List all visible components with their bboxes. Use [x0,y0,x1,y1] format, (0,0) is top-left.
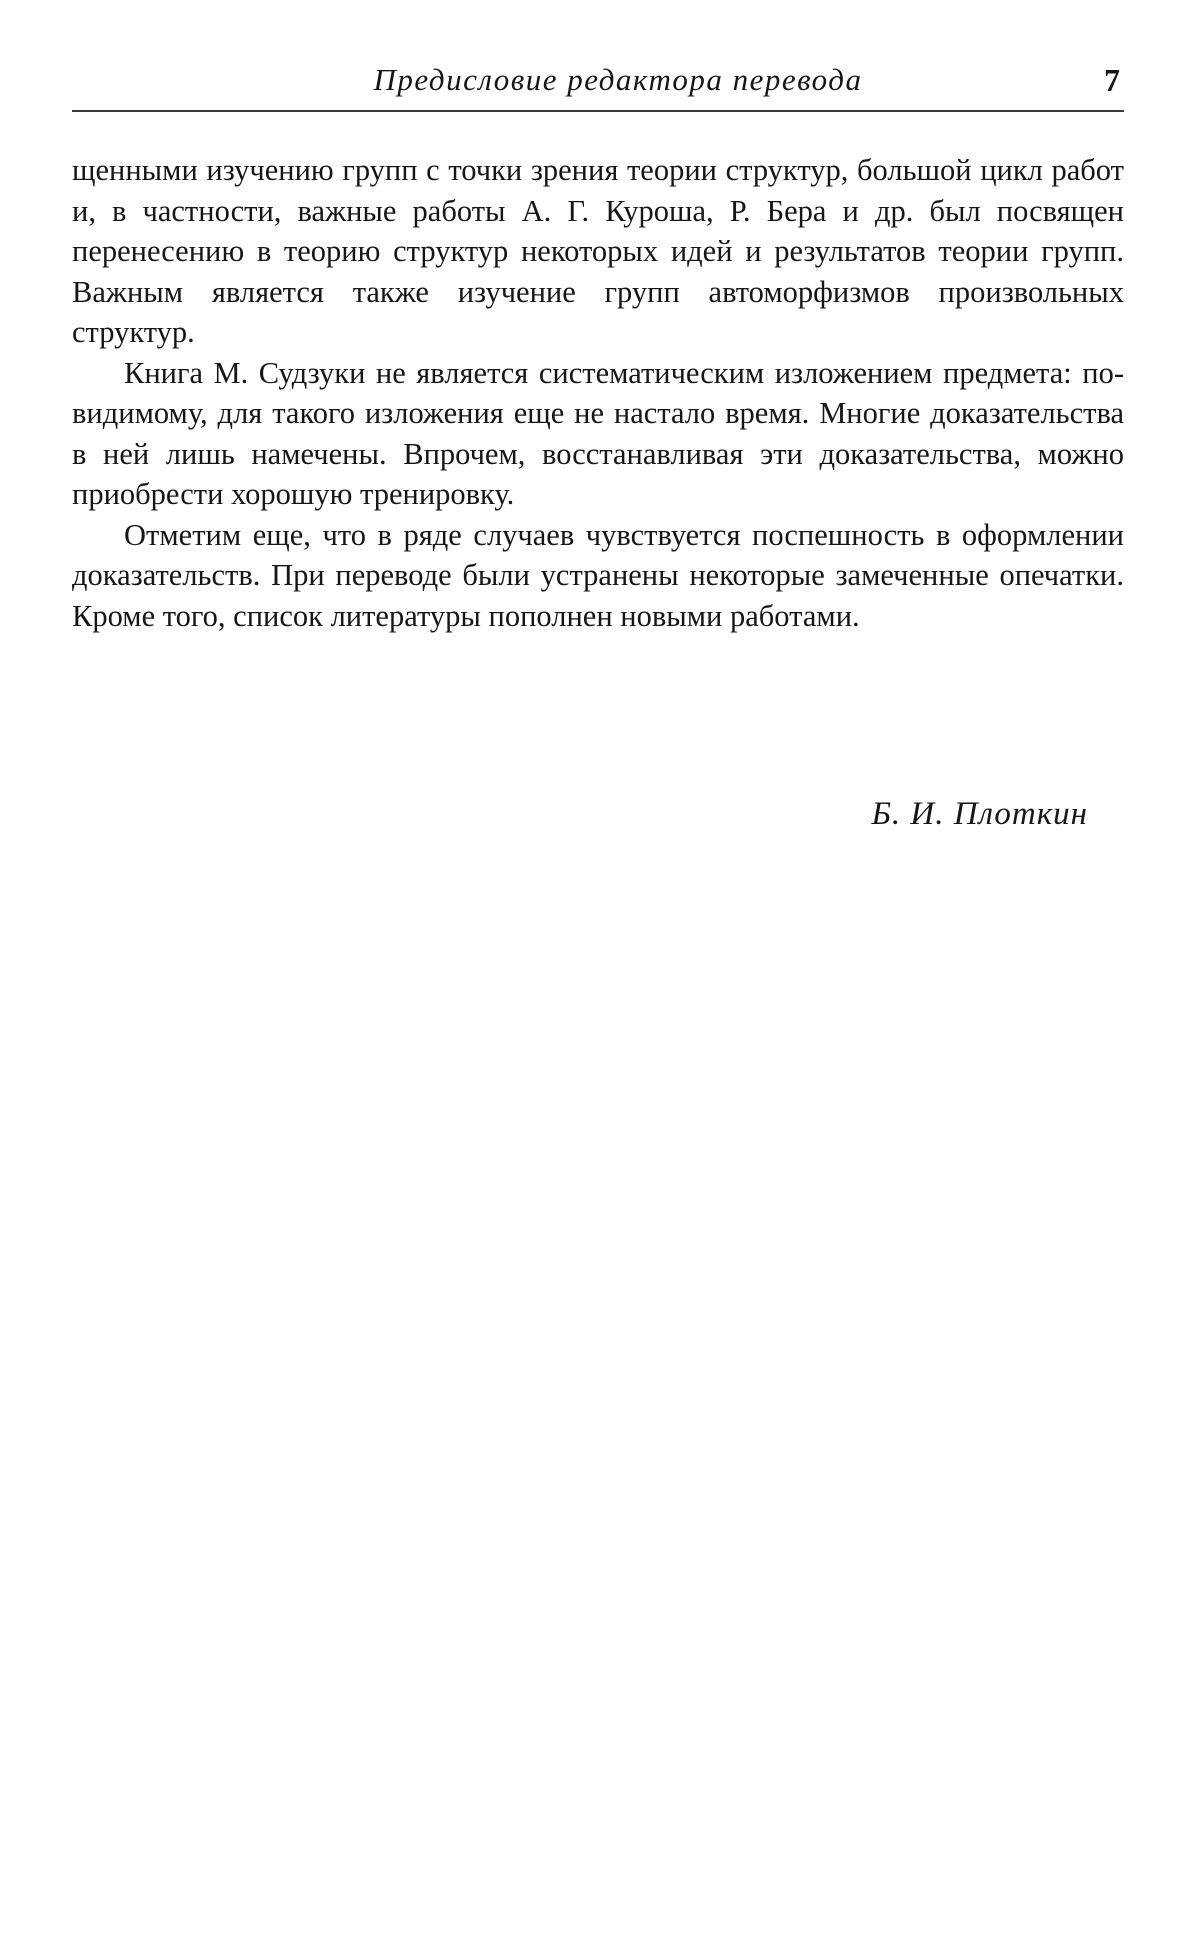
editor-signature: Б. И. Плоткин [871,796,1088,832]
running-title: Предисловие редактора перевода [373,62,863,97]
paragraph-continuation: щенными изучению групп с точки зрения теории структур, большой цикл работ и, в частности, важные работы А. Г. Куроша, Р. Бера и др. был посвящен перенесению в теорию структур некоторых идей и результатов теории групп. Важным является также изучение групп автоморфизмов произвольных структур. [72,153,1124,349]
paragraph-about-book: Книга М. Судзуки не является систематическим изложением предмета: по-видимому, для такого изложения еще не настало время. Многие доказательства в ней лишь намечены. Впрочем, восстанавливая эти доказательства, можно приобрести хорошую тренировку. [72,355,1124,511]
page-number: 7 [1104,62,1120,98]
running-head [72,60,1124,116]
header-rule [72,110,1124,112]
body-text [72,150,1124,636]
paragraph-translation-notes: Отметим еще, что в ряде случаев чувствуется поспешность в оформлении доказательств. При переводе были устранены некоторые замеченные опечатки. Кроме того, список литературы пополнен новыми работами. [72,517,1124,633]
